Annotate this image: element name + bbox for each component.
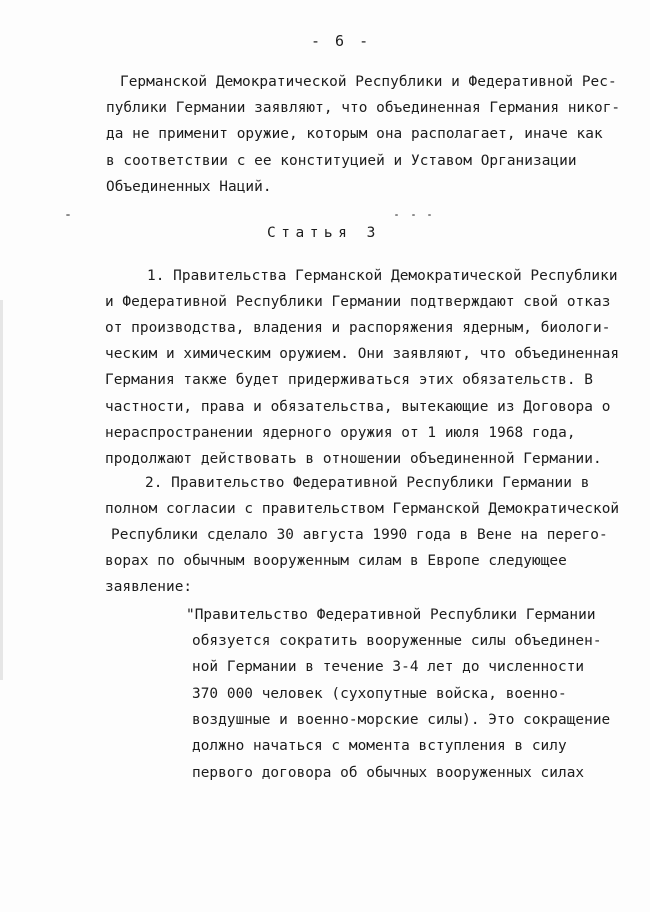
page-number: - 6 - [311, 32, 372, 50]
clause-2-line-2: полном согласии с правительством Германской Демократической [105, 501, 620, 517]
intro-line-4: в соответствии с ее конституцией и Уставом Организации [106, 153, 577, 169]
clause-1-line-4: ческим и химическим оружием. Они заявляют, что объединенная [105, 346, 620, 362]
clause-1-line-8: продолжают действовать в отношении объединенной Германии. [105, 451, 602, 467]
quote-line-7: первого договора об обычных вооруженных силах [192, 765, 585, 781]
quote-line-6: должно начаться с момента вступления в силу [192, 738, 567, 754]
clause-1-line-3: от производства, владения и распоряжения ядерным, биологи- [105, 320, 611, 336]
clause-1-line-6: частности, права и обязательства, вытекающие из Договора о [105, 399, 611, 415]
quote-line-2: обязуется сократить вооруженные силы объединен- [192, 633, 602, 649]
quote-line-4: 370 000 человек (сухопутные войска, военно- [192, 686, 567, 702]
quote-line-1: "Правительство Федеративной Республики Германии [186, 607, 596, 623]
scan-speck [66, 214, 70, 216]
clause-2-line-1: 2. Правительство Федеративной Республики Германии в [145, 475, 590, 491]
scan-margin-shadow [0, 300, 3, 680]
intro-line-3: да не применит оружие, которым она располагает, иначе как [106, 126, 603, 142]
clause-1-line-7: нераспространении ядерного оружия от 1 июля 1968 года, [105, 425, 576, 441]
clause-2-line-3: Республики сделало 30 августа 1990 года в Вене на перего- [111, 527, 608, 543]
intro-line-5: Объединенных Наций. [106, 179, 272, 195]
article-heading: Статья 3 [267, 225, 381, 241]
intro-line-1: Германской Демократической Республики и Федеративной Рес- [120, 74, 617, 90]
quote-line-5: воздушные и военно-морские силы). Это сокращение [192, 712, 611, 728]
clause-1-line-2: и Федеративной Республики Германии подтверждают свой отказ [105, 294, 611, 310]
scan-speck [428, 214, 431, 216]
intro-line-2: публики Германии заявляют, что объединенная Германия никог- [106, 100, 621, 116]
quote-line-3: ной Германии в течение 3-4 лет до численности [192, 659, 585, 675]
clause-1-line-1: 1. Правительства Германской Демократической Республики [147, 268, 618, 284]
clause-2-line-4: ворах по обычным вооруженным силам в Европе следующее [105, 553, 567, 569]
clause-1-line-5: Германия также будет придерживаться этих обязательств. В [105, 372, 593, 388]
scan-speck [395, 214, 398, 216]
clause-2-line-5: заявление: [105, 579, 193, 595]
scan-speck [412, 214, 415, 216]
